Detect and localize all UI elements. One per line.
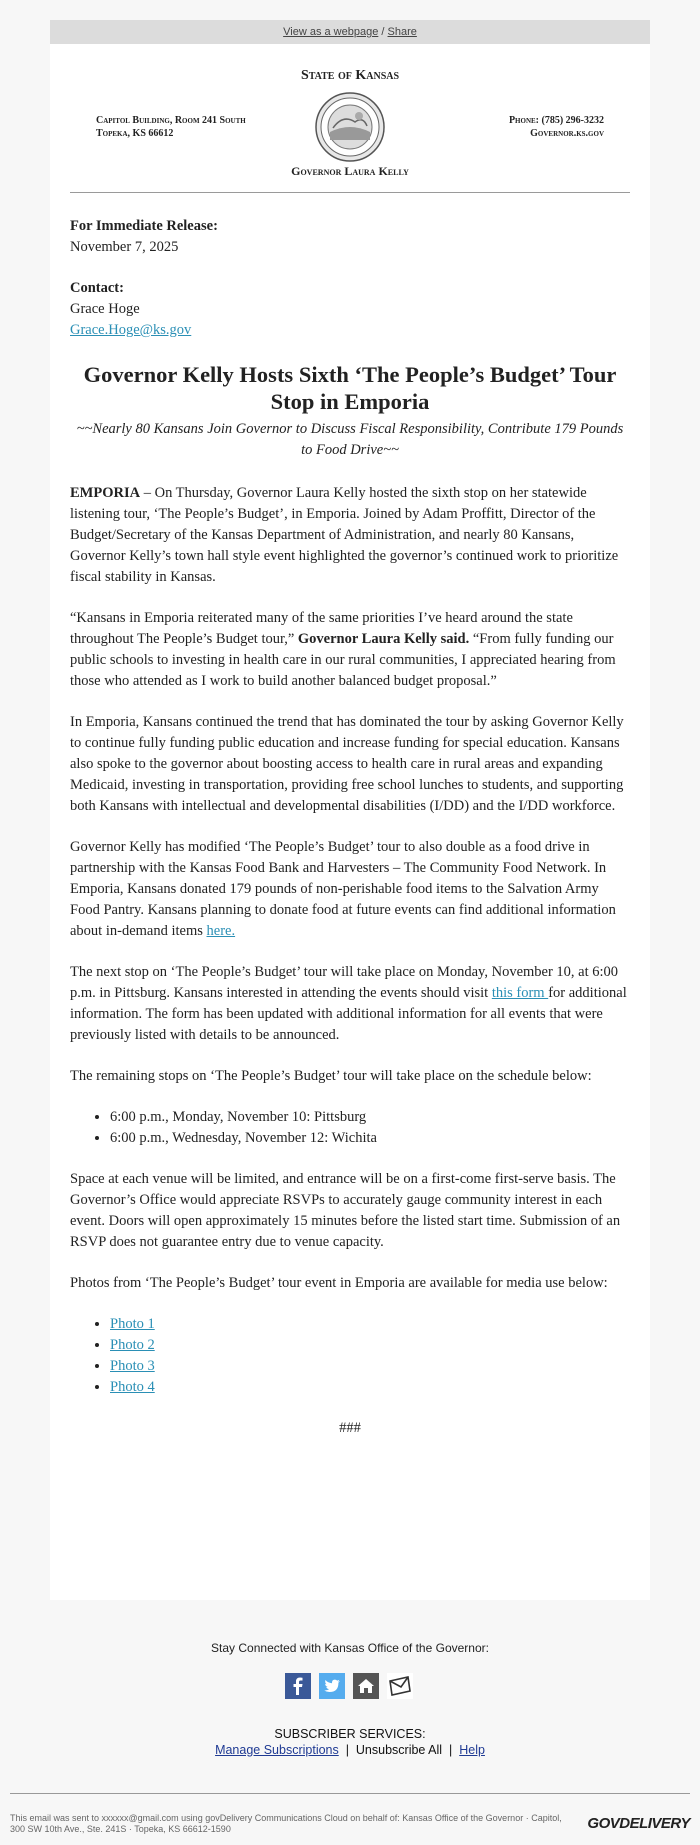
governor-website: Governor.ks.gov — [530, 128, 604, 139]
release-label: For Immediate Release: — [70, 218, 218, 234]
unsubscribe-all-link[interactable]: Unsubscribe All — [355, 1743, 443, 1757]
release-body — [70, 216, 630, 1439]
link-separator: | — [345, 1743, 349, 1757]
photo-4-link[interactable]: Photo 4 — [110, 1379, 155, 1395]
topbar-separator: / — [381, 26, 385, 38]
subscriber-services-heading: SUBSCRIBER SERVICES: — [274, 1727, 426, 1741]
capitol-address — [96, 114, 246, 140]
footer-divider — [10, 1793, 690, 1794]
release-date: November 7, 2025 — [70, 239, 179, 255]
kansas-seal-icon — [315, 92, 385, 162]
end-mark: ### — [339, 1420, 361, 1436]
facebook-icon[interactable] — [285, 1673, 311, 1699]
help-link[interactable]: Help — [459, 1743, 485, 1757]
press-release-card — [50, 44, 650, 1600]
photo-2-link[interactable]: Photo 2 — [110, 1337, 155, 1353]
subscriber-links — [0, 1742, 700, 1758]
article-subtitle: ~~Nearly 80 Kansans Join Governor to Discuss Fiscal Responsibility, Contribute 179 Pounds to Food Drive~~ — [76, 421, 624, 458]
photo-1-link[interactable]: Photo 1 — [110, 1316, 155, 1332]
paragraph-7: Space at each venue will be limited, and entrance will be on a first-come first-serve basis. The Governor’s Office would appreciate RSVPs to accurately gauge community interest in each event. Doors will open approximately 15 minutes before the listed start time. Submission of an RSVP does not guarantee entry due to venue capacity. — [70, 1171, 621, 1250]
paragraph-5 — [70, 962, 630, 1046]
share-link[interactable]: Share — [387, 26, 417, 38]
contact-label: Contact: — [70, 280, 124, 296]
list-item — [110, 1356, 630, 1377]
subscriber-services — [0, 1726, 700, 1758]
fine-print: This email was sent to xxxxxx@gmail.com using govDelivery Communications Cloud on behalf of: Kansas Office of the Governor · Capitol, 300 SW 10th Ave., Ste. 241S · Topeka, KS 66612-1590 — [10, 1813, 562, 1834]
manage-subscriptions-link[interactable]: Manage Subscriptions — [215, 1743, 339, 1757]
schedule-list — [70, 1107, 630, 1149]
state-title: State of Kansas — [300, 68, 400, 83]
photo-list — [70, 1314, 630, 1398]
paragraph-1 — [70, 483, 630, 588]
view-as-webpage-link[interactable]: View as a webpage — [283, 26, 379, 38]
list-item — [110, 1314, 630, 1335]
link-separator: | — [449, 1743, 453, 1757]
govdelivery-logo[interactable]: GOVDELIVERY — [587, 1815, 690, 1832]
view-online-bar — [50, 20, 650, 44]
paragraph-8: Photos from ‘The People’s Budget’ tour event in Emporia are available for media use below: — [70, 1275, 608, 1291]
contact-info — [509, 114, 604, 140]
contact-email-link[interactable]: Grace.Hoge@ks.gov — [70, 322, 192, 338]
stay-connected-text: Stay Connected with Kansas Office of the Governor: — [211, 1641, 489, 1655]
photo-3-link[interactable]: Photo 3 — [110, 1358, 155, 1374]
paragraph-2 — [70, 608, 630, 692]
governor-name: Governor Laura Kelly — [291, 164, 409, 178]
this-form-link[interactable]: this form — [491, 985, 549, 1001]
phone-number: Phone: (785) 296-3232 — [508, 115, 604, 126]
quote-part-a: “Kansans in Emporia reiterated many of the same priorities I’ve heard around the state throughout The People’s Budget tour,” — [70, 610, 573, 647]
paragraph-6: The remaining stops on ‘The People’s Budget’ tour will take place on the schedule below: — [70, 1068, 592, 1084]
in-demand-items-link[interactable]: here. — [206, 923, 236, 939]
paragraph-1-text: – On Thursday, Governor Laura Kelly hosted the sixth stop on her statewide listening tour, ‘The People’s Budget’, in Emporia. Joined by Adam Proffitt, Director of the Budget/Secretary of the Kansas Department of Administration, and nearly 80 Kansans, Governor Kelly’s town hall style event highlighted the governor’s continued work to prioritize fiscal stability in Kansas. — [70, 485, 619, 585]
paragraph-4-text: Governor Kelly has modified ‘The People’s Budget’ tour to also double as a food drive in partnership with the Kansas Food Bank and Harvesters – The Community Food Network. In Emporia, Kansans donated 179 pounds of non-perishable food items to the Salvation Army Food Pantry. Kansans planning to donate food at future events can find additional information about in-demand items — [70, 839, 616, 939]
article-title: Governor Kelly Hosts Sixth ‘The People’s Budget’ Tour Stop in Emporia — [83, 362, 617, 414]
letterhead — [70, 44, 630, 194]
list-item: • 6:00 p.m., Monday, November 10: Pittsburg — [110, 1107, 630, 1128]
home-icon[interactable] — [353, 1673, 379, 1699]
paragraph-3: In Emporia, Kansans continued the trend that has dominated the tour by asking Governor Kelly to continue fully funding public education and increase funding for special education. Kansans also spoke to the governor about boosting access to health care in rural areas and expanding Medicaid, investing in transportation, providing free school lunches to students, and supporting both Kansans with intellectual and developmental disabilities (I/DD) and the I/DD workforce. — [70, 714, 624, 814]
contact-name: Grace Hoge — [70, 301, 140, 317]
email-footer — [0, 1600, 700, 1845]
paragraph-5-text-b: for additional information. The form has been updated with additional information for all events that were previously listed with details to be announced. — [70, 985, 627, 1043]
quote-part-b: “From fully funding our public schools to investing in health care in our rural communities, I appreciated hearing from those who attended as I work to build another balanced budget proposal.” — [70, 631, 616, 689]
social-icons — [285, 1673, 415, 1701]
quote-attribution: Governor Laura Kelly said. — [297, 631, 470, 647]
address-line-2: Topeka, KS 66612 — [96, 128, 174, 139]
list-item — [110, 1335, 630, 1356]
list-item — [110, 1377, 630, 1398]
list-item: • 6:00 p.m., Wednesday, November 12: Wichita — [110, 1128, 630, 1149]
header-divider — [70, 192, 630, 193]
release-info — [70, 216, 630, 258]
address-line-1: Capitol Building, Room 241 South — [96, 115, 246, 126]
contact-block — [70, 278, 630, 341]
paragraph-5-text-a: The next stop on ‘The People’s Budget’ tour will take place on Monday, November 10, at 6:00 p.m. in Pittsburg. Kansans interested in attending the events should visit — [70, 964, 619, 1001]
dateline: EMPORIA — [70, 485, 141, 501]
paragraph-4 — [70, 837, 630, 942]
twitter-icon[interactable] — [319, 1673, 345, 1699]
email-icon[interactable] — [387, 1673, 413, 1699]
